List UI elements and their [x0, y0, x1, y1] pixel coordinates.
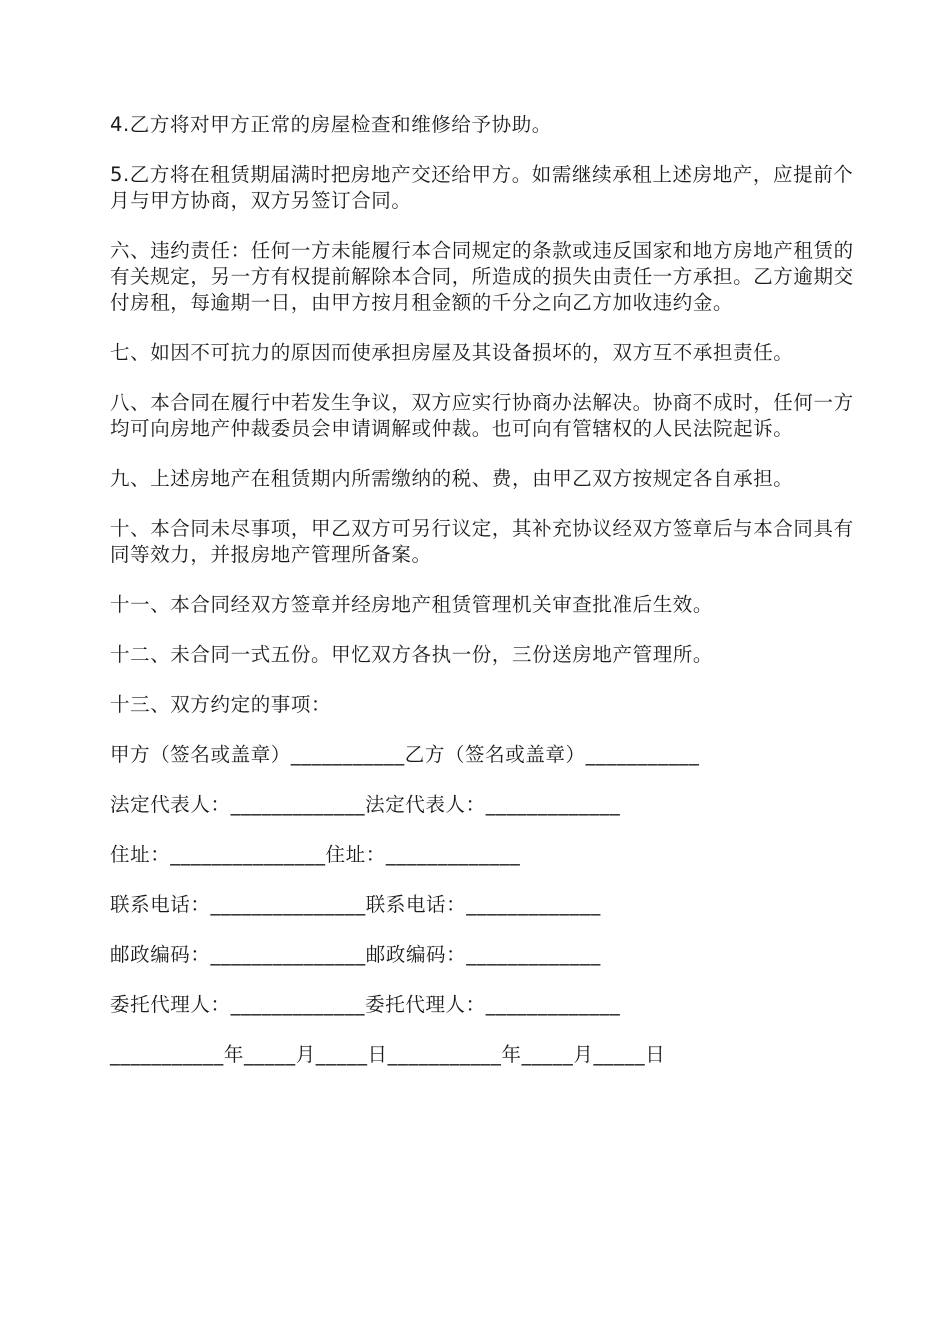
signature-row-postcode: 邮政编码：_______________邮政编码：_____________: [110, 943, 601, 966]
clause-dispute: 八、本合同在履行中若发生争议，双方应实行协商办法解决。协商不成时，任何一方均可向房地产仲裁委员会申请调解或仲裁。也可向有管辖权的人民法院起诉。: [110, 391, 854, 440]
signature-row-agent: 委托代理人：_____________委托代理人：_____________: [110, 993, 621, 1016]
clause-taxes: 九、上述房地产在租赁期内所需缴纳的税、费，由甲乙双方按规定各自承担。: [110, 467, 794, 490]
clause-copies: 十二、未合同一式五份。甲忆双方各执一份，三份送房地产管理所。: [110, 643, 714, 666]
clause-effective: 十一、本合同经双方签章并经房地产租赁管理机关审查批准后生效。: [110, 593, 714, 616]
signature-row-phone: 联系电话：_______________联系电话：_____________: [110, 893, 601, 916]
clause-5: 5.乙方将在租赁期届满时把房地产交还给甲方。如需继续承租上述房地产，应提前个月与甲方协商，双方另签订合同。: [110, 163, 854, 212]
clause-breach-liability: 六、违约责任：任何一方未能履行本合同规定的条款或违反国家和地方房地产租赁的有关规定，另一方有权提前解除本合同，所造成的损失由责任一方承担。乙方逾期交付房租，每逾期一日，由甲方按月租金额的千分之向乙方加收违约金。: [110, 239, 854, 314]
signature-row-party: 甲方（签名或盖章）___________乙方（签名或盖章）___________: [110, 743, 700, 766]
clause-supplementary: 十、本合同未尽事项，甲乙双方可另行议定，其补充协议经双方签章后与本合同具有同等效力，并报房地产管理所备案。: [110, 517, 854, 566]
clause-agreed-matters: 十三、双方约定的事项：: [110, 693, 332, 716]
signature-date-row: ___________年_____月_____日___________年_____月_____日: [110, 1043, 666, 1066]
signature-row-address: 住址：_______________住址：_____________: [110, 843, 521, 866]
contract-page: [110, 112, 860, 1068]
clause-force-majeure: 七、如因不可抗力的原因而使承担房屋及其设备损坏的，双方互不承担责任。: [110, 341, 794, 364]
signature-row-legal-rep: 法定代表人：_____________法定代表人：_____________: [110, 793, 621, 816]
clause-4: 4.乙方将对甲方正常的房屋检查和维修给予协助。: [110, 113, 552, 136]
